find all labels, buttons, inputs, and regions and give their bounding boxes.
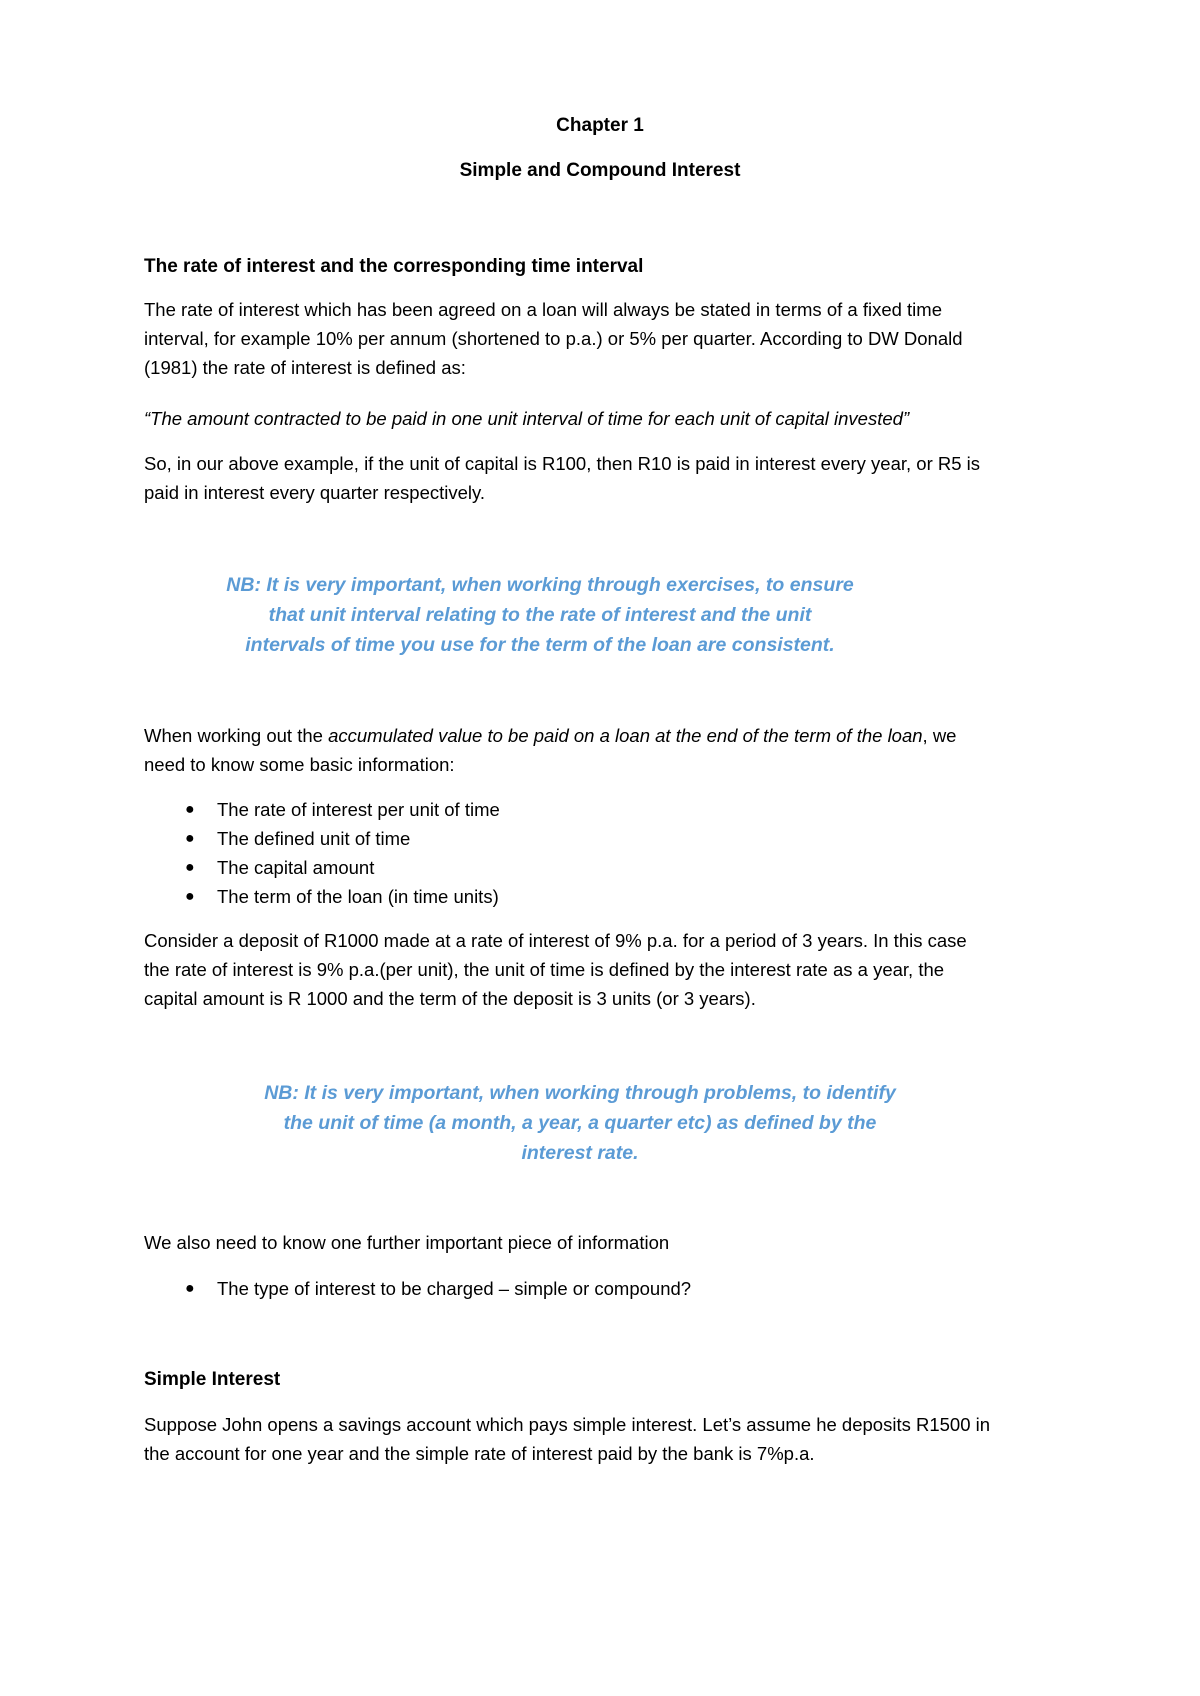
list-item bbox=[144, 853, 500, 882]
section-heading-rate-of-interest: The rate of interest and the corresponding time interval bbox=[144, 256, 644, 277]
bullet-list-basic-information bbox=[144, 795, 500, 911]
note-line: NB: It is very important, when working through problems, to identify bbox=[264, 1082, 896, 1104]
paragraph-line: The rate of interest which has been agreed on a loan will always be stated in terms of a fixed time bbox=[144, 299, 942, 320]
paragraph-line: the rate of interest is 9% p.a.(per unit), the unit of time is defined by the interest rate as a year, the bbox=[144, 959, 945, 980]
text-run-italic: accumulated value to be paid on a loan at the end of the term of the loan bbox=[328, 725, 923, 746]
note-line: interest rate. bbox=[521, 1142, 639, 1164]
list-item-text: The capital amount bbox=[217, 857, 375, 878]
paragraph-line: (1981) the rate of interest is defined as: bbox=[144, 357, 466, 378]
paragraph-line: Suppose John opens a savings account which pays simple interest. Let’s assume he deposits R1500 in bbox=[144, 1414, 991, 1435]
paragraph-line: capital amount is R 1000 and the term of the deposit is 3 units (or 3 years). bbox=[144, 988, 756, 1009]
note-line: that unit interval relating to the rate of interest and the unit bbox=[268, 604, 812, 626]
chapter-title: Chapter 1 bbox=[556, 115, 644, 136]
list-item-text: The defined unit of time bbox=[217, 828, 411, 849]
bullet-icon: ● bbox=[185, 888, 195, 905]
bullet-icon: ● bbox=[185, 830, 195, 847]
paragraph-deposit-example bbox=[144, 926, 1074, 1013]
paragraph-line: the account for one year and the simple rate of interest paid by the bank is 7%p.a. bbox=[144, 1443, 815, 1464]
text-run: When working out the bbox=[144, 725, 329, 746]
list-item bbox=[144, 1274, 691, 1303]
section-heading-simple-interest: Simple Interest bbox=[144, 1369, 281, 1390]
document-title: Simple and Compound Interest bbox=[459, 160, 741, 181]
definition-quote: “The amount contracted to be paid in one unit interval of time for each unit of capital invested” bbox=[144, 408, 910, 429]
paragraph-line: need to know some basic information: bbox=[144, 754, 455, 775]
bullet-icon: ● bbox=[185, 1280, 195, 1297]
paragraph-further-information: We also need to know one further important piece of information bbox=[144, 1232, 670, 1253]
bullet-icon: ● bbox=[185, 859, 195, 876]
paragraph-john-example bbox=[144, 1410, 1074, 1468]
note-unit-of-time bbox=[0, 1078, 1180, 1168]
paragraph-accumulated-value bbox=[144, 721, 1074, 779]
bullet-list-interest-type bbox=[144, 1274, 691, 1303]
paragraph-line: So, in our above example, if the unit of capital is R100, then R10 is paid in interest every year, or R5 is bbox=[144, 453, 981, 474]
note-line: the unit of time (a month, a year, a quarter etc) as defined by the bbox=[283, 1112, 877, 1134]
note-consistency bbox=[0, 570, 1140, 660]
paragraph-example bbox=[144, 449, 1074, 507]
paragraph-line bbox=[144, 721, 1074, 750]
list-item-text: The type of interest to be charged – simple or compound? bbox=[217, 1278, 692, 1299]
bullet-icon: ● bbox=[185, 801, 195, 818]
paragraph-line: Consider a deposit of R1000 made at a rate of interest of 9% p.a. for a period of 3 years. In this case bbox=[144, 930, 967, 951]
list-item bbox=[144, 795, 500, 824]
note-line: intervals of time you use for the term of the loan are consistent. bbox=[245, 634, 835, 656]
paragraph-line: interval, for example 10% per annum (shortened to p.a.) or 5% per quarter. According to DW Donald bbox=[144, 328, 963, 349]
text-run: , we bbox=[922, 725, 957, 746]
list-item bbox=[144, 824, 500, 853]
paragraph-line: paid in interest every quarter respectively. bbox=[144, 482, 486, 503]
chapter-label bbox=[0, 115, 1200, 137]
list-item bbox=[144, 882, 500, 911]
note-line: NB: It is very important, when working through exercises, to ensure bbox=[226, 574, 854, 596]
list-item-text: The term of the loan (in time units) bbox=[217, 886, 499, 907]
list-item-text: The rate of interest per unit of time bbox=[217, 799, 500, 820]
paragraph-rate-definition bbox=[144, 295, 1074, 382]
